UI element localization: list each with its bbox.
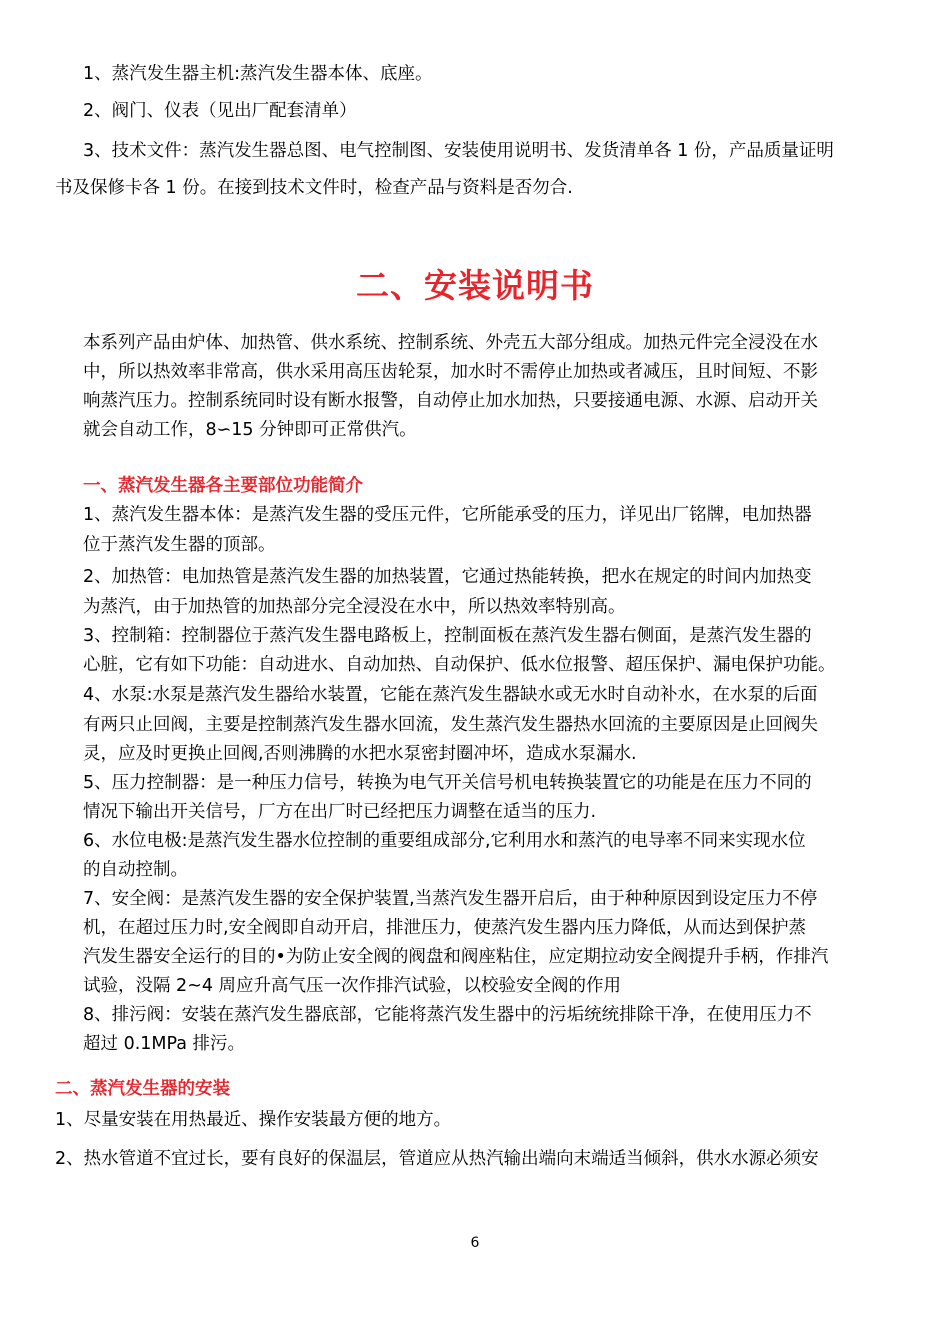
section1-line: 情况下输出开关信号，厂方在出厂时已经把压力调整在适当的压力. [83, 802, 597, 822]
section1-line: 4、水泵:水泵是蒸汽发生器给水装置，它能在蒸汽发生器缺水或无水时自动补水，在水泵的后面 [83, 685, 818, 705]
section1-line: 5、压力控制器：是一种压力信号，转换为电气开关信号机电转换装置它的功能是在压力不同的 [83, 773, 812, 793]
list-item-main-unit: 1、蒸汽发生器主机:蒸汽发生器本体、底座。 [83, 64, 433, 84]
list-item-tech-docs: 3、技术文件：蒸汽发生器总图、电气控制图、安装使用说明书、发货清单各 1 份，产品质量证明 [83, 141, 834, 161]
page-number: 6 [470, 1235, 480, 1251]
list-item-valves: 2、阀门、仪表（见出厂配套清单） [83, 101, 357, 121]
section1-line: 7、安全阀：是蒸汽发生器的安全保护装置,当蒸汽发生器开启后，由于种种原因到设定压力不停 [83, 889, 818, 909]
intro-line: 本系列产品由炉体、加热管、供水系统、控制系统、外壳五大部分组成。加热元件完全浸没在水 [83, 333, 818, 353]
section1-line: 6、水位电极:是蒸汽发生器水位控制的重要组成部分,它利用水和蒸汽的电导率不同来实现水位 [83, 831, 806, 851]
section1-line: 灵，应及时更换止回阀,否则沸腾的水把水泵密封圈冲坏，造成水泵漏水. [83, 744, 637, 764]
section1-line: 1、蒸汽发生器本体：是蒸汽发生器的受压元件，它所能承受的压力，详见出厂铭牌，电加热器 [83, 505, 812, 525]
intro-line: 就会自动工作，8∽15 分钟即可正常供汽。 [83, 420, 417, 440]
section1-line: 为蒸汽，由于加热管的加热部分完全浸没在水中，所以热效率特别高。 [83, 597, 626, 617]
section2-line: 2、热水管道不宜过长，要有良好的保温层，管道应从热汽输出端向末端适当倾斜，供水水源必须安 [55, 1149, 819, 1169]
section1-heading: 一、蒸汽发生器各主要部位功能简介 [83, 476, 363, 496]
section-title: 二、安装说明书 [356, 266, 594, 305]
section1-line: 试验，没隔 2~4 周应升高气压一次作排汽试验，以校验安全阀的作用 [83, 976, 622, 996]
intro-line: 中，所以热效率非常高，供水采用高压齿轮泵，加水时不需停止加热或者减压，且时间短、不影 [83, 362, 818, 382]
section1-line: 3、控制箱：控制器位于蒸汽发生器电路板上，控制面板在蒸汽发生器右侧面，是蒸汽发生器的 [83, 626, 812, 646]
intro-line: 响蒸汽压力。控制系统同时设有断水报警，自动停止加水加热，只要接通电源、水源、启动开关 [83, 391, 818, 411]
list-item-tech-docs-cont: 书及保修卡各 1 份。在接到技术文件时，检查产品与资料是否勿合. [55, 178, 573, 198]
section1-line: 2、加热管：电加热管是蒸汽发生器的加热装置，它通过热能转换，把水在规定的时间内加热变 [83, 567, 812, 587]
section1-line: 有两只止回阀，主要是控制蒸汽发生器水回流，发生蒸汽发生器热水回流的主要原因是止回阀失 [83, 715, 818, 735]
section1-line: 汽发生器安全运行的目的•为防止安全阀的阀盘和阀座粘住，应定期拉动安全阀提升手柄，作排汽 [83, 947, 829, 967]
section2-heading: 二、蒸汽发生器的安装 [55, 1079, 230, 1099]
section1-line: 的自动控制。 [83, 860, 188, 880]
section1-line: 8、排污阀：安装在蒸汽发生器底部，它能将蒸汽发生器中的污垢统统排除干净，在使用压力不 [83, 1005, 812, 1025]
section1-line: 心脏，它有如下功能：自动进水、自动加热、自动保护、低水位报警、超压保护、漏电保护功能。 [83, 655, 836, 675]
section1-line: 超过 0.1MPa 排污。 [83, 1034, 246, 1054]
section2-line: 1、尽量安装在用热最近、操作安装最方便的地方。 [55, 1110, 452, 1130]
section1-line: 机，在超过压力时,安全阀即自动开启，排泄压力，使蒸汽发生器内压力降低，从而达到保护蒸 [83, 918, 807, 938]
section1-line: 位于蒸汽发生器的顶部。 [83, 535, 276, 555]
